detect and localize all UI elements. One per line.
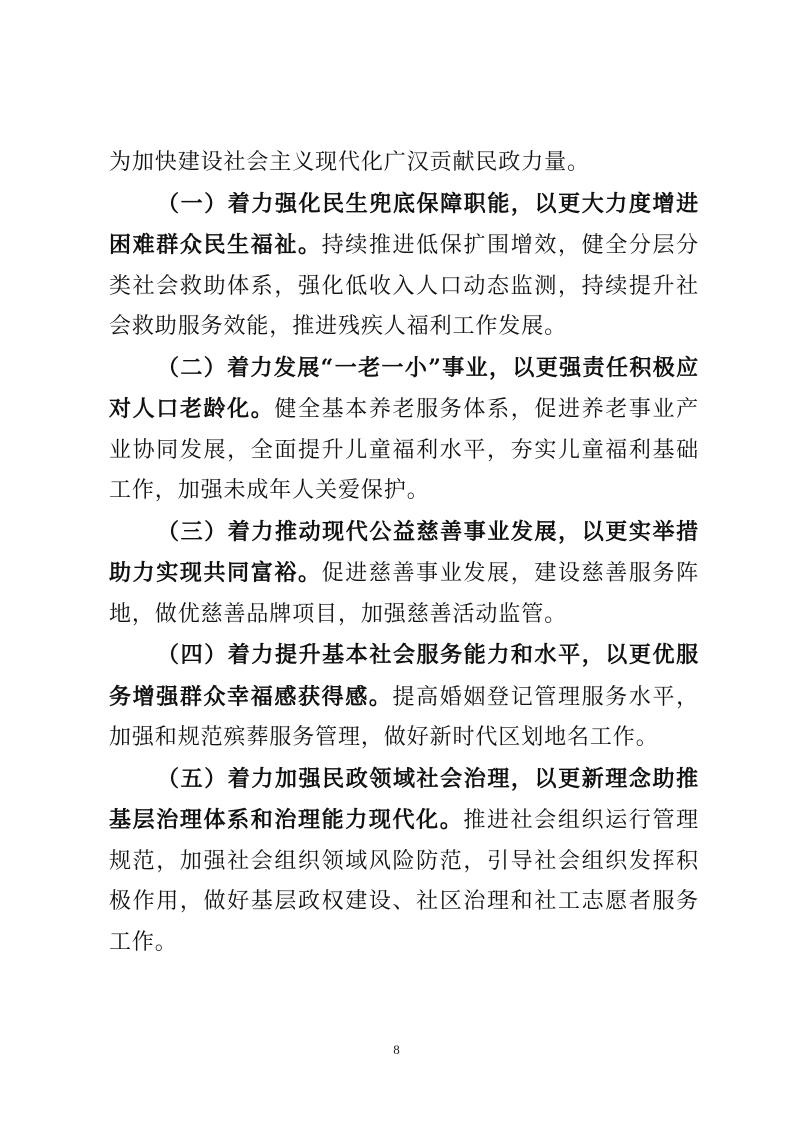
section-body-3: 促进慈善事业发展，建设慈善服务阵地，做优慈善品牌项目，加强慈善活动监管。	[109, 561, 700, 627]
section-paragraph-5	[109, 759, 699, 964]
body-text	[109, 143, 699, 963]
section-heading-1: （一）着力强化民生兜底保障职能，以更大力度增进困难群众民生福祉。	[109, 190, 699, 258]
section-heading-4: （四）着力提升基本社会服务能力和水平，以更优服务增强群众幸福感获得感。	[109, 642, 699, 710]
section-body-2: 健全基本养老服务体系，促进养老事业产业协同发展，全面提升儿童福利水平，夯实儿童福利基础工作，加强未成年人关爱保护。	[109, 397, 699, 503]
section-body-5: 推进社会组织运行管理规范，加强社会组织领域风险防范，引导社会组织发挥积极作用，做好基层政权建设、社区治理和社工志愿者服务工作。	[109, 808, 699, 955]
section-paragraph-2	[109, 348, 699, 512]
intro-paragraph: 为加快建设社会主义现代化广汉贡献民政力量。	[109, 150, 590, 175]
section-paragraph-1	[109, 184, 699, 348]
section-paragraph-3	[109, 512, 699, 636]
section-heading-3: （三）着力推动现代公益慈善事业发展，以更实举措助力实现共同富裕。	[109, 518, 699, 586]
page-number: 8	[393, 1042, 400, 1057]
section-heading-5: （五）着力加强民政领域社会治理，以更新理念助推基层治理体系和治理能力现代化。	[109, 765, 699, 833]
section-body-4: 提高婚姻登记管理服务水平，加强和规范殡葬服务管理，做好新时代区划地名工作。	[109, 684, 699, 750]
section-paragraph-4	[109, 635, 699, 759]
section-heading-2: （二）着力发展“一老一小”事业，以更强责任积极应对人口老龄化。	[109, 354, 699, 422]
section-body-1: 持续推进低保扩围增效，健全分层分类社会救助体系，强化低收入人口动态监测，持续提升社会救助服务效能，推进残疾人福利工作发展。	[109, 233, 700, 339]
